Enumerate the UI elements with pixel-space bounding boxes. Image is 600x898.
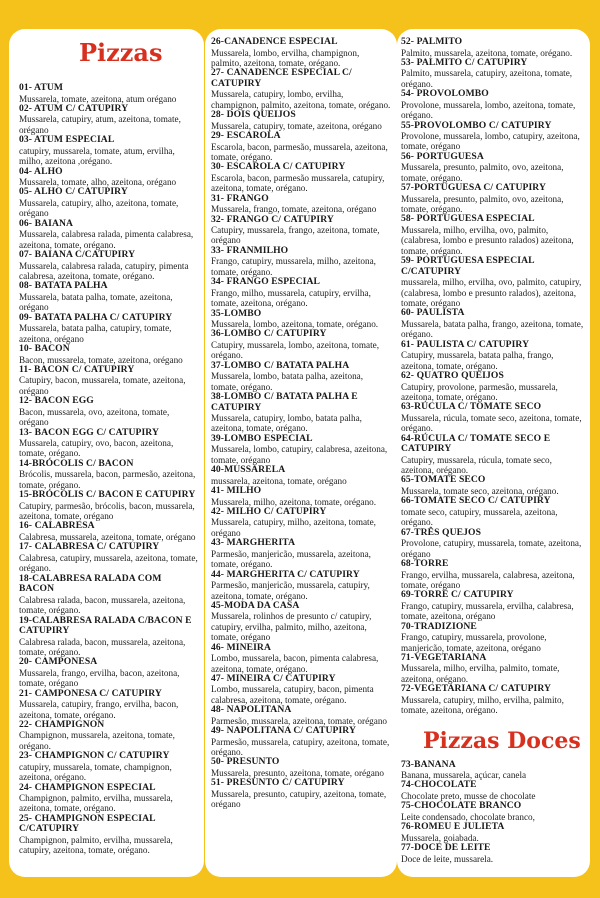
menu-item-description: catupiry, mussarela, tomate, atum, ervilha, milho, azeitona ,orégano. [19, 145, 175, 167]
menu-item-description: Mussarela, calabresa ralada, catupiry, pimenta calabresa, azeitona, tomate, orégano. [19, 260, 189, 281]
menu-item-description: Frango, ervilha, mussarela, calabresa, azeitona, tomate, orégano [401, 569, 575, 590]
menu-item-description: Mussarela, presunto, palmito, ovo, azeitona, tomate, orégano. [401, 162, 564, 183]
menu-item [211, 131, 391, 162]
menu-item-description: Mussarela, lombo, catupiry, calabresa, azeitona, tomate, orégano [211, 444, 388, 465]
menu-item [19, 657, 198, 688]
menu-item-name: 56- PORTUGUESA [401, 150, 484, 162]
menu-item [19, 521, 198, 542]
menu-item-description: Mussarela, tomate seco, azeitona, orégano. [401, 485, 559, 496]
menu-item [19, 720, 198, 751]
menu-item [401, 371, 584, 402]
menu-item [401, 214, 584, 256]
menu-item [401, 340, 584, 371]
menu-item-description: Catupiry, provolone, parmesão, mussarela, azeitona, tomate, orégano. [401, 381, 558, 402]
menu-item [401, 256, 584, 308]
menu-item-description: Mussarela, rolinhos de presunto c/ catupiry, catupiry, ervilha, palmito, milho, azeitona, tomate, orégano [211, 611, 372, 643]
menu-item [401, 780, 584, 801]
menu-item [19, 616, 198, 658]
menu-item-name: 16- CALABRESA [19, 520, 95, 532]
menu-item-name: 19-CALABRESA RALADA C/BACON E CATUPIRY [19, 614, 192, 636]
menu-item-description: Banana, mussarela, açúcar, canela [401, 770, 527, 781]
menu-item [19, 783, 198, 814]
menu-item-name: 48- NAPOLITANA [211, 704, 292, 716]
menu-item-description: Mussarela, presunto, azeitona, tomate, orégano [211, 767, 384, 778]
menu-item [211, 162, 391, 193]
menu-item [211, 246, 391, 277]
menu-item-description: mussarela, azeitona, tomate, orégano [211, 475, 347, 486]
menu-item-name: 76-ROMEU E JULIETA [401, 821, 505, 833]
menu-item-name: 70-TRADIZIONE [401, 620, 477, 632]
menu-item-description: Mussarela, milho, azeitona, tomate, orégano. [211, 496, 377, 507]
menu-item [19, 83, 198, 104]
menu-item-description: Provolone, mussarela, lombo, catupiry, azeitona, tomate, orégano [401, 131, 580, 152]
menu-item [19, 187, 198, 218]
menu-item [19, 689, 198, 720]
menu-item [19, 313, 198, 344]
menu-item-description: Lombo, mussarela, catupiry, bacon, pimenta calabresa, azeitona, tomate, orégano. [211, 684, 374, 705]
menu-item-name: 41- MILHO [211, 485, 262, 497]
menu-item [401, 58, 584, 89]
menu-item-description: Mussarela, batata palha, tomate, azeitona, orégano [19, 291, 173, 313]
menu-item-name: 59- PORTUGUESA ESPECIAL C/CATUPIRY [401, 255, 535, 277]
menu-item-description: Mussarela, catupiry, atum, azeitona, tomate, orégano [19, 114, 181, 135]
menu-item [401, 843, 584, 864]
menu-item [211, 778, 391, 809]
menu-item-name: 10- BACON [19, 343, 70, 354]
menu-item [211, 361, 391, 392]
menu-item [211, 329, 391, 360]
menu-item [19, 344, 198, 365]
menu-item [401, 559, 584, 590]
menu-item-description: Escarola, bacon, parmesão, mussarela, azeitona, tomate, orégano. [211, 141, 388, 162]
menu-item [401, 622, 584, 653]
menu-item-description: Mussarela, lombo, ervilha, champignon, palmito, azeitona, tomate, orégano. [211, 47, 360, 68]
menu-item-name: 51- PRESUNTO C/ CATUPIRY [211, 777, 345, 789]
menu-item-name: 27- CANADENCE ESPECIAL C/ CATUPIRY [211, 67, 352, 89]
menu-item-name: 36-LOMBO C/ CATUPIRY [211, 328, 327, 340]
menu-item-name: 71-VEGETARIANA [401, 651, 487, 663]
menu-item-description: Catupiry, bacon, mussarela, tomate, azeitona, orégano [19, 375, 186, 396]
menu-item-description: Mussarela, catupiry, tomate, azeitona, orégano [211, 120, 382, 131]
menu-item-description: Frango, catupiry, mussarela, milho, azeitona, tomate, orégano. [211, 256, 376, 277]
menu-item-name: 31- FRANGO [211, 192, 269, 204]
menu-item [19, 167, 198, 188]
menu-item-description: Escarola, bacon, parmesão mussarela, catupiry, azeitona, tomate, orégano. [211, 172, 385, 194]
menu-item-name: 61- PAULISTA C/ CATUPIRY [401, 338, 530, 350]
sweet-pizza-list [401, 760, 584, 865]
menu-item [401, 760, 584, 781]
menu-item [19, 135, 198, 166]
menu-item-description: Brócolis, mussarela, bacon, parmesão, azeitona, tomate, orégano. [19, 469, 196, 490]
menu-item-name: 06- BAIANA [19, 217, 74, 229]
menu-item-name: 05- ALHO C/ CATUPIRY [19, 186, 128, 198]
menu-item [19, 574, 198, 616]
menu-item-name: 67-TRÊS QUEJOS [401, 526, 482, 538]
menu-item-name: 24- CHAMPIGNON ESPECIAL [19, 781, 156, 793]
menu-item-name: 35-LOMBO [211, 307, 262, 319]
menu-item [401, 183, 584, 214]
menu-item-name: 73-BANANA [401, 758, 456, 770]
menu-item [401, 684, 584, 715]
menu-item-description: Frango, milho, mussarela, catupiry, ervilha, tomate, azeitona, orégano. [211, 287, 371, 309]
menu-item-description: Mussarela, catupiry, lombo, ervilha, champignon, palmito, azeitona, tomate, orégano. [211, 89, 391, 110]
menu-item-name: 25- CHAMPIGNON ESPECIAL C/CATUPIRY [19, 812, 156, 835]
menu-item-name: 37-LOMBO C/ BATATA PALHA [211, 359, 350, 371]
menu-item [211, 507, 391, 538]
menu-item [19, 490, 198, 521]
menu-item-description: Catupiry, mussarela, rúcula, tomate seco, azeitona, orégano. [401, 454, 552, 476]
menu-item-name: 53- PALMITO C/ CATUPIRY [401, 56, 528, 68]
menu-item-name: 20- CAMPONESA [19, 656, 98, 668]
menu-item-name: 17- CALABRESA C/ CATUPIRY [19, 541, 160, 553]
menu-item-description: Mussarela, lombo, batata palha, azeitona, tomate, orégano. [211, 371, 364, 392]
menu-item-description: Mussarela, catupiry, lombo, batata palha, azeitona, tomate, orégano. [211, 413, 362, 434]
menu-item-description: Mussarela, goiabada. [401, 832, 479, 843]
pizza-list-2 [211, 37, 391, 810]
menu-item [211, 68, 391, 110]
menu-item [211, 277, 391, 308]
menu-item-name: 57-PORTUGUESA C/ CATUPIRY [401, 182, 547, 194]
menu-item-name: 13- BACON EGG C/ CATUPIRY [19, 426, 160, 438]
menu-item-name: 12- BACON EGG [19, 395, 94, 407]
menu-item [19, 542, 198, 573]
menu-item-name: 15-BRÓCOLIS C/ BACON E CATUPIRY [19, 489, 196, 501]
menu-item-description: Mussarela, calabresa ralada, pimenta calabresa, azeitona, tomate, orégano. [19, 229, 194, 250]
menu-item-name: 40-MUSSARELA [211, 464, 286, 476]
menu-item-description: Chocolate preto, musse de chocolate [401, 790, 536, 801]
menu-item-name: 74-CHOCOLATE [401, 779, 477, 791]
menu-item-description: Mussarela, tomate, azeitona, atum orégano [19, 93, 177, 104]
menu-item-description: Mussarela, rúcula, tomate seco, azeitona, tomate, orégano. [401, 412, 582, 434]
menu-item-description: Frango, catupiry, mussarela, ervilha, calabresa, tomate, azeitona, orégano [401, 600, 574, 622]
menu-item-description: Calabresa, catupiry, mussarela, azeitona, tomate, orégano. [19, 552, 198, 574]
menu-column-3 [397, 29, 590, 877]
menu-item [211, 757, 391, 778]
menu-item [211, 726, 391, 757]
menu-item-name: 04- ALHO [19, 165, 63, 177]
menu-item [401, 496, 584, 527]
menu-item-description: Mussarela, milho, ervilha, ovo, palmito, (calabresa, lombo e presunto ralados) azeitona, tomate, orégano. [401, 224, 574, 256]
menu-item [401, 801, 584, 822]
menu-item-name: 28- DOIS QUEIJOS [211, 109, 296, 121]
menu-item-name: 21- CAMPONESA C/ CATUPIRY [19, 687, 162, 699]
menu-item [211, 194, 391, 215]
menu-item-name: 44- MARGHERITA C/ CATUPIRY [211, 568, 360, 580]
menu-item-name: 08- BATATA PALHA [19, 280, 108, 292]
menu-item [19, 104, 198, 135]
menu-item-description: Lombo, mussarela, bacon, pimenta calabresa, azeitona, tomate, orégano. [211, 653, 379, 674]
menu-item [19, 219, 198, 250]
menu-item [401, 152, 584, 183]
menu-item-description: Catupiry, parmesão, brócolis, bacon, mussarela, azeitona, tomate, orégano [19, 500, 195, 522]
menu-item [211, 538, 391, 569]
menu-item-name: 30- ESCAROLA C/ CATUPIRY [211, 161, 346, 173]
menu-item-description: Provolone, mussarela, lombo, azeitona, tomate, orégano. [401, 99, 576, 121]
menu-item-description: Doce de leite, mussarela. [401, 853, 494, 864]
menu-item [19, 281, 198, 312]
menu-item-description: mussarela, milho, ervilha, ovo, palmito, catupiry, (calabresa, lombo e presunto ralados), azeitona, tomate, orégano [401, 277, 582, 308]
menu-item [401, 475, 584, 496]
menu-item-description: Mussarela, batata palha, frango, azeitona, tomate, orégano. [401, 318, 584, 340]
menu-item [211, 705, 391, 726]
menu-item-name: 65-TOMATE SECO [401, 474, 486, 486]
menu-item-description: Mussarela, catupiry, frango, ervilha, bacon, azeitona, tomate, orégano. [19, 699, 179, 720]
menu-item-name: 66-TOMATE SECO C/ CATUPIRY [401, 495, 551, 507]
menu-item-name: 52- PALMITO [401, 36, 463, 47]
menu-item [211, 434, 391, 465]
menu-item-description: tomate seco, catupiry, mussarela, azeitona, orégano. [401, 506, 558, 528]
menu-item [211, 601, 391, 643]
menu-item-description: Mussarela, batata palha, catupiry, tomate, azeitona, orégano [19, 323, 172, 344]
menu-item-description: Mussarela, presunto, palmito, ovo, azeitona, tomate, orégano. [401, 193, 564, 215]
menu-item-name: 26-CANADENCE ESPECIAL [211, 36, 338, 47]
menu-item-description: Mussarela, catupiry, alho, azeitona, tomate, orégano [19, 197, 179, 219]
menu-item-name: 34- FRANGO ESPECIAL [211, 276, 321, 288]
menu-item [211, 674, 391, 705]
menu-item [19, 814, 198, 856]
menu-item [19, 459, 198, 490]
menu-item-name: 02- ATUM C/ CATUPIRY [19, 102, 129, 114]
menu-item [401, 37, 584, 58]
menu-item-name: 64-RÚCULA C/ TOMATE SECO E CATUPIRY [401, 432, 551, 455]
menu-item [401, 89, 584, 120]
menu-item [401, 308, 584, 339]
menu-item-name: 43- MARGHERITA [211, 537, 296, 549]
menu-item [211, 110, 391, 131]
menu-item-description: Mussarela, presunto, catupiry, azeitona, tomate, orégano [211, 788, 387, 810]
menu-item-description: Palmito, mussarela, catupiry, azeitona, tomate, orégano. [401, 68, 573, 89]
menu-item-name: 77-DOCE DE LEITE [401, 842, 491, 854]
menu-item-name: 38-LOMBO C/ BATATA PALHA E CATUPIRY [211, 391, 358, 413]
menu-item-name: 42- MILHO C/ CATUPIRY [211, 505, 327, 517]
menu-item-name: 54- PROVOLOMBO [401, 88, 489, 100]
menu-item [401, 434, 584, 476]
menu-item-name: 69-TORRE C/ CATUPIRY [401, 589, 514, 601]
menu-column-1 [9, 29, 204, 877]
menu-item [19, 396, 198, 427]
menu-item-description: Champignon, mussarela, azeitona, tomate, orégano. [19, 730, 175, 751]
menu-item-description: Parmesão, mussarela, catupiry, azeitona, tomate, orégano. [211, 736, 390, 758]
menu-item-name: 33- FRANMILHO [211, 244, 289, 256]
menu-item-description: Parmesão, manjericão, mussarela, azeitona, tomate, orégano. [211, 548, 371, 570]
menu-item-description: Catupiry, mussarela, lombo, azeitona, tomate, orégano. [211, 339, 380, 361]
menu-item-name: 23- CHAMPIGNON C/ CATUPIRY [19, 750, 170, 762]
menu-item [401, 402, 584, 433]
menu-item-description: Catupiry, mussarela, batata palha, frango, azeitona, tomate, orégano. [401, 350, 554, 371]
menu-item-description: Mussarela, tomate, alho, azeitona, orégano [19, 177, 177, 188]
menu-item-description: Mussarela, catupiry, milho, azeitona, tomate, orégano [211, 517, 376, 538]
menu-item-description: Frango, catupiry, mussarela, provolone, manjericão, tomate, azeitona, orégano [401, 632, 547, 653]
menu-item-name: 11- BACON C/ CATUPIRY [19, 363, 135, 375]
menu-item [211, 570, 391, 601]
menu-item-name: 39-LOMBO ESPECIAL [211, 432, 313, 444]
menu-item-name: 55-PROVOLOMBO C/ CATUPIRY [401, 119, 552, 131]
menu-item-name: 01- ATUM [19, 82, 64, 93]
menu-item-name: 07- BAIANA C/CATUPIRY [19, 249, 136, 261]
menu-item [401, 653, 584, 684]
pizzas-doces-heading: Pizzas Doces [423, 727, 581, 754]
menu-column-2 [205, 29, 397, 877]
menu-item-name: 62- QUATRO QUEIJOS [401, 370, 504, 382]
menu-item-name: 18-CALABRESA RALADA COM BACON [19, 572, 162, 595]
menu-item-description: Mussarela, milho, ervilha, palmito, tomate, azeitona, orégano. [401, 663, 560, 684]
pizza-list-1 [19, 83, 198, 856]
menu-item-description: Parmesão, mussarela, azeitona, tomate, orégano [211, 715, 388, 726]
menu-item [401, 822, 584, 843]
pizza-list-3 [401, 37, 584, 716]
menu-item [211, 643, 391, 674]
menu-item-description: Mussarela, lombo, azeitona, tomate, orégano. [211, 319, 379, 329]
menu-item [19, 428, 198, 459]
menu-item-description: Mussarela, frango, tomate, azeitona, orégano [211, 204, 377, 215]
menu-item-name: 47- MINEIRA C/ CATUPIRY [211, 672, 336, 684]
menu-item-name: 45-MODA DA CASA [211, 599, 300, 611]
menu-item-name: 49- NAPOLITANA C/ CATUPIRY [211, 725, 357, 737]
menu-item [211, 309, 391, 330]
menu-item [211, 392, 391, 434]
pizzas-heading: Pizzas [79, 38, 163, 67]
menu-item-description: Mussarela, catupiry, ovo, bacon, azeitona, tomate, orégano. [19, 438, 174, 459]
menu-item-description: Leite condensado, chocolate branco, [401, 811, 535, 822]
menu-item-name: 63-RÚCULA C/ TOMATE SECO [401, 401, 542, 413]
menu-item-description: Calabresa ralada, bacon, mussarela, azeitona, tomate, orégano. [19, 636, 186, 657]
menu-item [19, 365, 198, 396]
menu-item-description: Calabresa, mussarela, azeitona, tomate, orégano [19, 531, 196, 542]
menu-item-name: 75-CHOCOLATE BRANCO [401, 800, 522, 812]
menu-item-description: Provolone, catupiry, mussarela, tomate, azeitona, orégano [401, 538, 582, 559]
menu-item-description: Bacon, mussarela, ovo, azeitona, tomate, orégano [19, 406, 170, 428]
menu-item-name: 29- ESCAROLA [211, 130, 281, 142]
menu-item-description: Calabresa ralada, bacon, mussarela, azeitona, tomate, orégano. [19, 594, 186, 616]
menu-item-description: catupiry, mussarela, tomate, champignon, azeitona, orégano. [19, 761, 172, 783]
menu-item [401, 121, 584, 152]
menu-item-name: 72-VEGETARIANA C/ CATUPIRY [401, 683, 552, 695]
menu-item-name: 58- PORTUGUESA ESPECIAL [401, 213, 535, 225]
menu-item-description: Mussarela, frango, ervilha, bacon, azeitona, tomate, orégano [19, 667, 180, 689]
menu-item [401, 590, 584, 621]
menu-item-name: 03- ATUM ESPECIAL [19, 134, 115, 146]
menu-item-description: Champignon, palmito, ervilha, mussarela, azeitona, tomate, orégano. [19, 793, 173, 814]
menu-item-description: Parmesão, manjericão, mussarela, catupiry, azeitona, tomate, orégano. [211, 580, 370, 601]
menu-item [211, 37, 391, 68]
menu-item [211, 486, 391, 507]
menu-item-description: Palmito, mussarela, azeitona, tomate, orégano. [401, 47, 573, 58]
menu-item [211, 465, 391, 486]
menu-item-name: 14-BRÓCOLIS C/ BACON [19, 457, 134, 469]
menu-item-name: 46- MINEIRA [211, 641, 271, 653]
menu-item-name: 68-TORRE [401, 558, 449, 569]
menu-item [211, 215, 391, 246]
menu-item [401, 528, 584, 559]
menu-item-description: Catupiry, mussarela, frango, azeitona, tomate, orégano [211, 225, 380, 246]
menu-item-name: 09- BATATA PALHA C/ CATUPIRY [19, 311, 173, 323]
menu-item-description: Bacon, mussarela, tomate, azeitona, orégano [19, 354, 183, 365]
menu-item-name: 50- PRESUNTO [211, 756, 280, 768]
menu-item [19, 250, 198, 281]
menu-item-name: 22- CHAMPIGNON [19, 718, 105, 730]
menu-item-description: Champignon, palmito, ervilha, mussarela, catupiry, azeitona, tomate, orégano. [19, 834, 173, 856]
menu-item-description: Mussarela, catupiry, milho, ervilha, palmito, tomate, azeitona, orégano. [401, 694, 564, 716]
menu-item-name: 60- PAULISTA [401, 307, 465, 319]
menu-item-name: 32- FRANGO C/ CATUPIRY [211, 213, 334, 225]
menu-item [19, 751, 198, 782]
